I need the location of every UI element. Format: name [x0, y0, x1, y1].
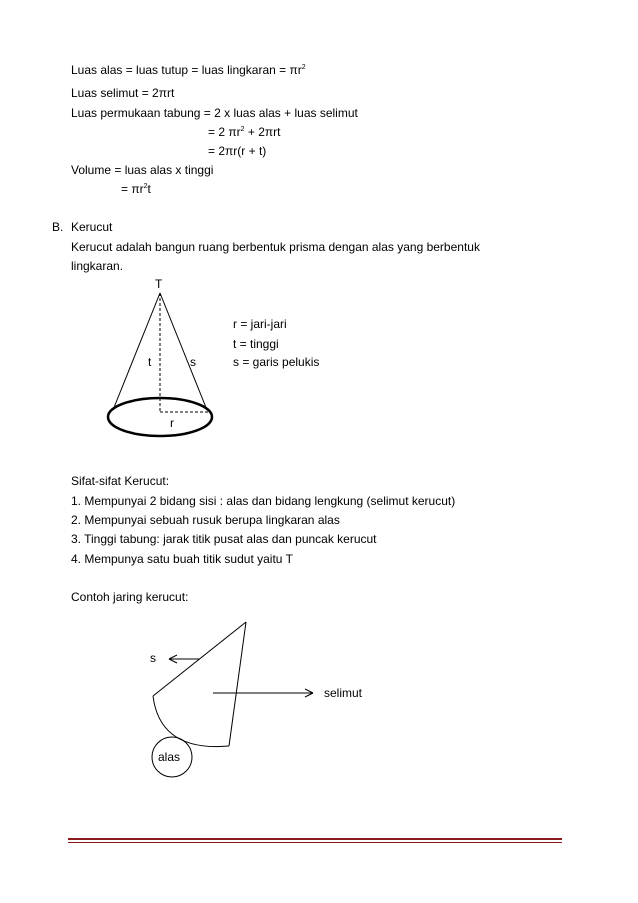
sifat-item: 4. Mempunya satu buah titik sudut yaitu T	[71, 552, 293, 566]
exponent: 2	[240, 126, 245, 133]
sifat-item: 3. Tinggi tabung: jarak titik pusat alas dan puncak kerucut	[71, 532, 377, 546]
legend-radius: r = jari-jari	[233, 317, 287, 331]
height-label: t	[148, 355, 152, 369]
sifat-title: Sifat-sifat Kerucut:	[71, 474, 170, 488]
formula-step-2: = 2πr(r + t)	[208, 144, 267, 158]
cone-left-edge	[113, 293, 160, 410]
section-description-line-1: Kerucut adalah bangun ruang berbentuk prisma dengan alas yang berbentuk	[71, 240, 480, 254]
formula-volume: Volume = luas alas x tinggi	[71, 163, 214, 177]
cone-diagram	[108, 293, 212, 436]
formula-volume-2-pre: = πr	[121, 182, 144, 196]
formula-luas-selimut: Luas selimut = 2πrt	[71, 86, 175, 100]
net-alas-label: alas	[158, 750, 181, 764]
legend-slant: s = garis pelukis	[233, 355, 320, 369]
sifat-item: 1. Mempunyai 2 bidang sisi : alas dan bidang lengkung (selimut kerucut)	[71, 494, 456, 508]
formula-luas-alas-text: Luas alas = luas tutup = luas lingkaran = πr	[71, 63, 302, 77]
legend-height: t = tinggi	[233, 337, 279, 351]
formula-step-1-post: + 2πrt	[244, 125, 281, 139]
net-selimut-label: selimut	[324, 686, 363, 700]
net-s-label: s	[150, 651, 156, 665]
exponent: 2	[301, 64, 306, 71]
slant-label: s	[190, 355, 196, 369]
radius-label: r	[170, 416, 174, 430]
formula-step-1-pre: = 2 πr	[208, 125, 241, 139]
sifat-item: 2. Mempunyai sebuah rusuk berupa lingkaran alas	[71, 513, 340, 527]
cone-right-edge	[160, 293, 207, 410]
section-description-line-2: lingkaran.	[71, 259, 124, 273]
section-marker: B.	[52, 220, 64, 234]
section-heading: Kerucut	[71, 220, 113, 234]
apex-label: T	[155, 277, 163, 291]
exponent: 2	[143, 183, 148, 190]
net-right-edge	[229, 622, 246, 746]
jaring-title: Contoh jaring kerucut:	[71, 590, 189, 604]
formula-volume-2-post: t	[147, 182, 151, 196]
footer-rule-thin	[68, 842, 562, 843]
formula-luas-permukaan: Luas permukaan tabung = 2 x luas alas + luas selimut	[71, 106, 358, 120]
footer-rule	[68, 838, 562, 840]
